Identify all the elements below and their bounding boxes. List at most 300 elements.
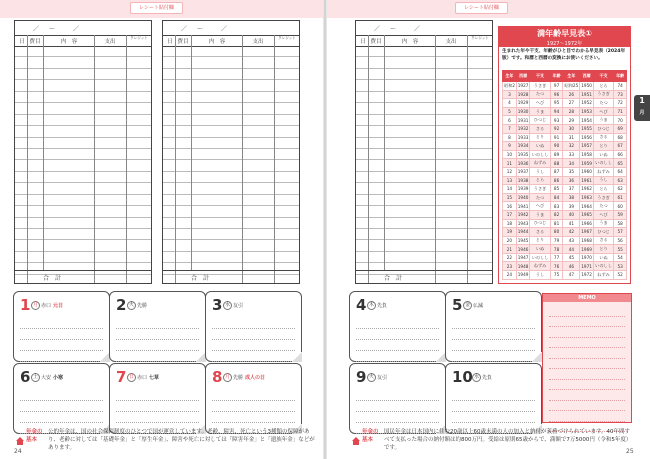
ledger-date-range[interactable] [356,21,492,36]
date-slash: ／ [374,26,381,33]
age-table-title: 満年齢早見表① [499,27,630,47]
age-table-cell: 71 [614,107,627,116]
ledger-row[interactable] [356,92,492,103]
age-table-row [503,228,627,237]
date-slash: ／ [73,26,80,33]
ledger-row[interactable] [15,229,151,240]
date-slash: ／ [33,26,40,33]
ledger-row[interactable] [15,126,151,137]
day-note-lines[interactable] [452,318,535,362]
ledger-row[interactable] [356,218,492,229]
age-table-header: 干支 [530,71,550,82]
col-content: 内 容 [60,39,78,45]
age-table-cell: 1927 [517,83,529,89]
age-table-cell: いのしし [530,253,550,262]
age-table-cell: 21 [503,245,517,254]
age-table-cell: いぬ [593,253,613,262]
age-table-cell: 33 [563,150,580,159]
age-table-cell: 92 [550,124,563,133]
age-table-cell: へび [593,210,613,219]
ledger-row[interactable] [15,240,151,251]
ledger-row[interactable] [356,103,492,114]
age-table-cell: 20 [503,236,517,245]
age-table-cell: 70 [614,116,627,125]
ledger-row[interactable] [15,115,151,126]
age-table-cell: 1931 [517,117,529,123]
age-table-cell: 65 [614,159,627,168]
age-table-cell: 60 [614,202,627,211]
age-table-cell: とら [593,185,613,194]
age-table-cell: へび [530,202,550,211]
age-table-cell: 1966 [581,220,592,226]
age-table-cell: へび [593,107,613,116]
age-table-cell: 39 [563,202,580,211]
day-note-lines[interactable] [116,318,199,362]
age-table-cell: 68 [614,133,627,142]
day-note-lines[interactable] [20,318,103,362]
weekday-badge: 金 [464,302,470,308]
age-table-cell: 7 [503,124,517,133]
age-table-cell: 1965 [581,212,592,218]
day-number: 6 [20,368,31,386]
calendar-day-box[interactable] [445,363,542,434]
age-table-cell: 95 [550,99,563,108]
age-table-cell: 1930 [517,109,529,115]
ledger-row[interactable] [356,252,492,263]
age-table-cell: 1949 [517,272,529,278]
ledger-row[interactable] [15,160,151,171]
age-table-cell: 24 [503,271,517,280]
rokuyo-label: 先勝 [233,375,244,381]
age-table-cell: 1959 [581,160,592,166]
weekday-badge: 火 [368,374,374,380]
ledger-row[interactable] [163,195,299,206]
age-table-cell: 86 [550,176,563,185]
ledger-row[interactable] [163,57,299,68]
age-table-cell: 1932 [517,126,529,132]
age-table-cell: 41 [563,219,580,228]
ledger-row[interactable] [163,172,299,183]
age-table-row [503,159,627,168]
total-label: 合 計 [384,275,403,282]
ledger-row[interactable] [356,69,492,80]
memo-box[interactable] [542,293,632,423]
age-table-cell: 1944 [517,229,529,235]
age-table-cell: 81 [550,219,563,228]
ledger-row[interactable] [163,103,299,114]
age-table-row [503,219,627,228]
age-table-cell: ひつじ [593,228,613,237]
date-slash: ／ [181,26,188,33]
age-table-cell: 56 [614,236,627,245]
ledger-row[interactable] [15,92,151,103]
age-table-cell: ねずみ [593,167,613,176]
age-table-cell: いのしし [593,262,613,271]
age-table-header: 干支 [593,71,613,82]
ledger-row[interactable] [15,218,151,229]
ledger-total-row [163,270,299,283]
ledger-row[interactable] [356,206,492,217]
calendar-day-box[interactable] [349,291,446,362]
calendar-day-box[interactable] [205,291,302,362]
age-table-cell: 34 [563,159,580,168]
age-table-cell: 1939 [517,186,529,192]
calendar-day-box[interactable] [109,291,206,362]
age-table-cell: 79 [550,236,563,245]
age-table-cell: 44 [563,245,580,254]
age-table-cell: 1951 [581,91,592,97]
col-category: 費目 [29,39,41,45]
age-table-subtitle: 1927～1972年 [546,41,583,47]
age-table-header: 年齢 [550,71,563,82]
age-table-cell: さる [593,236,613,245]
age-table-row [503,167,627,176]
ledger-row[interactable] [163,206,299,217]
age-table-cell: 29 [563,116,580,125]
age-table-cell: 1972 [581,272,592,278]
age-table-cell: 13 [503,176,517,185]
age-table-cell: たつ [530,193,550,202]
age-table-cell: 54 [614,253,627,262]
age-table-cell: 77 [550,253,563,262]
ledger-row[interactable] [356,138,492,149]
day-number: 3 [212,296,223,314]
rokuyo-label: 友引 [377,375,388,381]
note-label-right: 年金の基本 [362,429,379,443]
ledger-row[interactable] [163,252,299,263]
age-table-cell: うさぎ [530,185,550,194]
day-number: 5 [452,296,463,314]
age-table-cell: 38 [563,193,580,202]
age-table-cell: さる [530,124,550,133]
age-table-row [503,142,627,151]
age-table-cell: たつ [593,202,613,211]
page-fold-corner [292,352,302,362]
age-table-cell: 1934 [517,143,529,149]
ledger-row[interactable] [15,195,151,206]
age-table-cell: 53 [614,262,627,271]
age-table-cell: いのしし [530,150,550,159]
ledger-row[interactable] [15,80,151,91]
age-table-cell: とり [593,142,613,151]
age-table-row [503,185,627,194]
day-number: 4 [356,296,367,314]
ledger-row[interactable] [356,126,492,137]
age-table-row [503,253,627,262]
page-number-left: 24 [14,448,22,455]
month-tab-unit: 月 [639,110,645,116]
age-table-cell: ねずみ [530,159,550,168]
expense-ledger[interactable] [14,20,152,284]
age-table-row [503,271,627,280]
day-number: 7 [116,368,127,386]
age-table-cell: 72 [614,99,627,108]
age-table-cell: とり [530,236,550,245]
age-table-cell: 1963 [581,195,592,201]
age-table-cell: 67 [614,142,627,151]
age-table-cell: うし [530,271,550,280]
age-table-cell: 6 [503,116,517,125]
calendar-day-box[interactable] [13,291,110,362]
age-table-cell: ひつじ [530,219,550,228]
ledger-row[interactable] [356,57,492,68]
ledger-row[interactable] [163,69,299,80]
age-table-header: 生年 [563,71,580,82]
receipt-area-title-left: レシート貼付欄 [130,2,183,14]
col-credit: クレジット [278,36,296,40]
age-table-cell: 26 [563,90,580,99]
memo-title: MEMO [543,294,631,302]
age-table-cell: 1955 [581,126,592,132]
age-table-cell: 27 [563,99,580,108]
day-note-lines[interactable] [356,318,439,362]
ledger-row[interactable] [15,252,151,263]
col-day: 日 [360,39,366,45]
age-table-cell: 30 [563,124,580,133]
ledger-row[interactable] [163,218,299,229]
age-table-cell: 1936 [517,160,529,166]
weekday-badge: 火 [128,302,134,308]
age-table-cell: 62 [614,185,627,194]
age-table-cell: 1953 [581,109,592,115]
age-table-cell: 16 [503,202,517,211]
col-category: 費目 [177,39,189,45]
age-table-row [503,176,627,185]
col-content: 内 容 [401,39,419,45]
age-table-cell: 1971 [581,263,592,269]
age-table-cell: 1935 [517,152,529,158]
expense-ledger[interactable] [162,20,300,284]
note-label-left: 年金の基本 [26,429,43,443]
age-table-cell: 1967 [581,229,592,235]
age-table-cell: 69 [614,124,627,133]
day-event: 成人の日 [245,375,266,381]
note-text-left: 公的年金は、国の社会保障制度のひとつで国が運営しています。老齢、障害、死亡という3種類の保障があり、老齢に対しては「基礎年金」と「厚生年金」、障害や死亡に対しては「障害年金」と「遺族年金」などがあります。 [48,429,315,451]
age-table-cell: 52 [614,271,627,280]
age-table-cell: 1947 [517,255,529,261]
ledger-row[interactable] [356,46,492,57]
age-table-cell: 1941 [517,203,529,209]
ledger-row[interactable] [163,46,299,57]
age-table-cell: うし [593,176,613,185]
ledger-row[interactable] [356,195,492,206]
ledger-row[interactable] [15,57,151,68]
weekday-badge: 水 [224,302,230,308]
age-table-cell: 64 [614,167,627,176]
ledger-row[interactable] [15,138,151,149]
age-table-cell: 1961 [581,177,592,183]
age-table-cell: 85 [550,185,563,194]
ledger-row[interactable] [163,115,299,126]
age-table-cell: うさぎ [530,82,550,91]
date-tilde: ～ [197,26,204,33]
age-table-row [503,150,627,159]
age-table-cell: 43 [563,236,580,245]
calendar-day-box[interactable] [109,363,206,434]
rokuyo-label: 赤口 [137,375,148,381]
expense-ledger[interactable] [355,20,493,284]
day-note-lines[interactable] [212,318,295,362]
age-table-row [503,210,627,219]
age-table-cell: 89 [550,150,563,159]
age-table-cell: 94 [550,107,563,116]
ledger-row[interactable] [15,103,151,114]
age-table-cell: さる [530,228,550,237]
age-table-cell: 73 [614,90,627,99]
age-table-row [503,90,627,99]
ledger-row[interactable] [356,172,492,183]
age-table-cell: 55 [614,245,627,254]
age-table-cell: 91 [550,133,563,142]
age-table-cell: 75 [550,271,563,280]
col-credit: クレジット [130,36,148,40]
age-table-cell: ひつじ [593,124,613,133]
col-expense: 支出 [252,39,264,45]
ledger-row[interactable] [15,46,151,57]
age-table-cell: 12 [503,167,517,176]
weekday-badge: 水 [473,374,479,380]
age-table-row [503,124,627,133]
age-table-cell: 61 [614,193,627,202]
age-table-cell: 47 [563,271,580,280]
age-table-cell: 1954 [581,117,592,123]
col-expense: 支出 [445,39,457,45]
age-table-cell: 3 [503,90,517,99]
date-slash: ／ [221,26,228,33]
age-table-cell: ねずみ [530,262,550,271]
age-table-cell: 36 [563,176,580,185]
ledger-row[interactable] [163,126,299,137]
age-table-cell: 1946 [517,246,529,252]
age-table-header: 生年 [503,71,517,82]
age-table-cell: ねずみ [593,271,613,280]
house-icon-right [352,430,360,438]
ledger-date-range[interactable] [15,21,151,36]
calendar-day-box[interactable] [13,363,110,434]
age-table-row [503,99,627,108]
ledger-row[interactable] [356,115,492,126]
ledger-date-range[interactable] [163,21,299,36]
ledger-row[interactable] [15,149,151,160]
age-table-cell: 19 [503,228,517,237]
age-table-cell: 31 [563,133,580,142]
ledger-row[interactable] [163,240,299,251]
age-table-cell: 15 [503,193,517,202]
age-table-cell: 5 [503,107,517,116]
age-table-header: 西暦 [580,71,593,82]
ledger-row[interactable] [356,160,492,171]
calendar-day-box[interactable] [349,363,446,434]
age-table-cell: 40 [563,210,580,219]
calendar-day-box[interactable] [205,363,302,434]
age-table-cell: 1933 [517,134,529,140]
age-table-header: 年齢 [614,71,627,82]
age-table-cell: へび [530,99,550,108]
age-table-cell: 1948 [517,263,529,269]
age-table-cell: 76 [550,262,563,271]
ledger-row[interactable] [356,149,492,160]
col-day: 日 [167,39,173,45]
age-table-row [503,245,627,254]
ledger-row[interactable] [356,229,492,240]
age-table-cell: 83 [550,202,563,211]
day-event: 元日 [53,303,64,309]
age-table-cell: 97 [550,82,563,91]
ledger-row[interactable] [163,183,299,194]
ledger-row[interactable] [163,80,299,91]
ledger-row[interactable] [356,240,492,251]
age-table-cell: 59 [614,210,627,219]
age-table-cell: 14 [503,185,517,194]
ledger-row[interactable] [163,92,299,103]
age-table-cell: たつ [593,99,613,108]
weekday-badge: 日 [128,374,134,380]
age-table-row [503,116,627,125]
age-table-cell: 4 [503,99,517,108]
ledger-row[interactable] [163,149,299,160]
col-category: 費目 [370,39,382,45]
ledger-row[interactable] [15,69,151,80]
age-table-cell: 1928 [517,91,529,97]
age-table-cell: 66 [614,150,627,159]
age-table-cell: 9 [503,142,517,151]
age-table-cell: 1962 [581,186,592,192]
book-gutter [323,0,327,459]
col-day: 日 [19,39,25,45]
weekday-badge: 月 [32,302,38,308]
day-number: 1 [20,296,31,314]
date-tilde: ～ [49,26,56,33]
ledger-row[interactable] [356,80,492,91]
age-table-cell: 80 [550,228,563,237]
calendar-day-box[interactable] [445,291,542,362]
age-table-cell: 1964 [581,203,592,209]
ledger-row[interactable] [15,206,151,217]
age-table-cell: うま [593,116,613,125]
age-table-cell: 1958 [581,152,592,158]
age-table-row [503,107,627,116]
age-table [502,70,627,280]
age-table-cell: とら [530,176,550,185]
ledger-row[interactable] [15,183,151,194]
age-table-cell: 1942 [517,212,529,218]
ledger-row[interactable] [15,172,151,183]
rokuyo-label: 仏滅 [473,303,484,309]
ledger-row[interactable] [163,229,299,240]
age-table-cell: 1952 [581,100,592,106]
weekday-badge: 月 [224,374,230,380]
date-slash: ／ [414,26,421,33]
age-table-cell: 57 [614,228,627,237]
age-table-row [503,236,627,245]
month-tab[interactable] [634,95,650,121]
age-table-cell: 1938 [517,177,529,183]
ledger-row[interactable] [356,183,492,194]
age-table-description: 生まれた年や干支、年齢がひと目でわかる早見表（2024年版）です。和暦と西暦の変換にお使いください。 [502,49,626,61]
age-table-cell: とら [593,82,613,91]
age-table-cell: 78 [550,245,563,254]
age-table-cell: 42 [563,228,580,237]
age-table-cell: うし [530,167,550,176]
age-table-row [503,262,627,271]
age-table-cell: とり [530,133,550,142]
age-table-cell: 37 [563,185,580,194]
age-table-cell: とり [593,245,613,254]
ledger-row[interactable] [163,160,299,171]
ledger-row[interactable] [163,138,299,149]
page-fold-corner [532,352,542,362]
age-table-cell: 昭和2 [503,82,517,91]
